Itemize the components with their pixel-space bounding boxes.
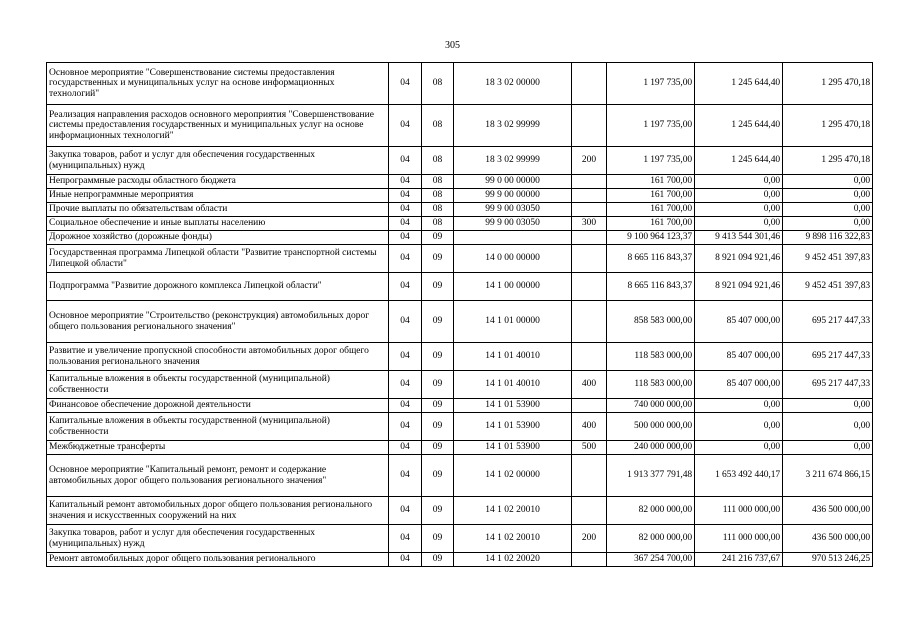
cell-subsection: 09 bbox=[422, 301, 454, 343]
table-row bbox=[47, 343, 873, 371]
cell-target-article: 14 0 00 00000 bbox=[454, 245, 572, 273]
cell-amount-year-3: 695 217 447,33 bbox=[783, 343, 873, 371]
cell-name: Закупка товаров, работ и услуг для обеспечения государственных (муниципальных) нужд bbox=[47, 525, 389, 553]
cell-target-article: 14 1 01 40010 bbox=[454, 343, 572, 371]
cell-amount-year-3: 1 295 470,18 bbox=[783, 63, 873, 105]
cell-section: 04 bbox=[389, 217, 422, 231]
cell-amount-year-1: 118 583 000,00 bbox=[607, 371, 695, 399]
cell-amount-year-1: 8 665 116 843,37 bbox=[607, 245, 695, 273]
cell-name: Межбюджетные трансферты bbox=[47, 441, 389, 455]
cell-name: Реализация направления расходов основного мероприятия "Совершенствование системы предоставления государственных и муниципальных услуг на основе информационных технологий" bbox=[47, 105, 389, 147]
cell-amount-year-1: 82 000 000,00 bbox=[607, 525, 695, 553]
cell-expense-type bbox=[572, 231, 607, 245]
table-row bbox=[47, 175, 873, 189]
cell-expense-type bbox=[572, 301, 607, 343]
cell-expense-type bbox=[572, 343, 607, 371]
cell-name: Прочие выплаты по обязательствам области bbox=[47, 203, 389, 217]
cell-subsection: 09 bbox=[422, 273, 454, 301]
cell-amount-year-1: 118 583 000,00 bbox=[607, 343, 695, 371]
cell-amount-year-2: 0,00 bbox=[695, 175, 783, 189]
cell-amount-year-2: 8 921 094 921,46 bbox=[695, 245, 783, 273]
cell-amount-year-2: 1 245 644,40 bbox=[695, 105, 783, 147]
cell-amount-year-2: 241 216 737,67 bbox=[695, 553, 783, 567]
cell-name: Закупка товаров, работ и услуг для обеспечения государственных (муниципальных) нужд bbox=[47, 147, 389, 175]
cell-subsection: 09 bbox=[422, 441, 454, 455]
cell-section: 04 bbox=[389, 189, 422, 203]
cell-subsection: 08 bbox=[422, 217, 454, 231]
cell-expense-type bbox=[572, 189, 607, 203]
cell-target-article: 14 1 01 53900 bbox=[454, 399, 572, 413]
cell-amount-year-1: 1 197 735,00 bbox=[607, 105, 695, 147]
cell-amount-year-2: 0,00 bbox=[695, 217, 783, 231]
cell-subsection: 09 bbox=[422, 553, 454, 567]
cell-expense-type: 300 bbox=[572, 217, 607, 231]
cell-amount-year-2: 0,00 bbox=[695, 203, 783, 217]
cell-name: Подпрограмма "Развитие дорожного комплекса Липецкой области" bbox=[47, 273, 389, 301]
cell-amount-year-3: 0,00 bbox=[783, 413, 873, 441]
cell-amount-year-3: 0,00 bbox=[783, 217, 873, 231]
cell-amount-year-1: 367 254 700,00 bbox=[607, 553, 695, 567]
table-body bbox=[47, 63, 873, 567]
cell-name: Ремонт автомобильных дорог общего пользования регионального bbox=[47, 553, 389, 567]
cell-amount-year-2: 85 407 000,00 bbox=[695, 371, 783, 399]
cell-target-article: 14 1 01 40010 bbox=[454, 371, 572, 399]
cell-amount-year-1: 9 100 964 123,37 bbox=[607, 231, 695, 245]
cell-amount-year-3: 436 500 000,00 bbox=[783, 525, 873, 553]
cell-amount-year-3: 9 452 451 397,83 bbox=[783, 273, 873, 301]
cell-name: Иные непрограммные мероприятия bbox=[47, 189, 389, 203]
cell-name: Развитие и увеличение пропускной способности автомобильных дорог общего пользования регионального значения bbox=[47, 343, 389, 371]
cell-section: 04 bbox=[389, 63, 422, 105]
cell-expense-type bbox=[572, 203, 607, 217]
cell-target-article: 18 3 02 99999 bbox=[454, 105, 572, 147]
cell-amount-year-2: 111 000 000,00 bbox=[695, 525, 783, 553]
cell-expense-type bbox=[572, 105, 607, 147]
cell-amount-year-1: 161 700,00 bbox=[607, 217, 695, 231]
cell-expense-type: 200 bbox=[572, 525, 607, 553]
cell-amount-year-3: 0,00 bbox=[783, 189, 873, 203]
cell-subsection: 09 bbox=[422, 455, 454, 497]
table-row bbox=[47, 273, 873, 301]
cell-section: 04 bbox=[389, 455, 422, 497]
cell-name: Государственная программа Липецкой области "Развитие транспортной системы Липецкой области" bbox=[47, 245, 389, 273]
cell-target-article bbox=[454, 231, 572, 245]
cell-section: 04 bbox=[389, 273, 422, 301]
cell-section: 04 bbox=[389, 231, 422, 245]
cell-amount-year-1: 161 700,00 bbox=[607, 175, 695, 189]
cell-amount-year-1: 858 583 000,00 bbox=[607, 301, 695, 343]
cell-amount-year-1: 240 000 000,00 bbox=[607, 441, 695, 455]
cell-name: Непрограммные расходы областного бюджета bbox=[47, 175, 389, 189]
table-row bbox=[47, 413, 873, 441]
cell-expense-type: 400 bbox=[572, 371, 607, 399]
cell-amount-year-1: 161 700,00 bbox=[607, 189, 695, 203]
cell-expense-type bbox=[572, 399, 607, 413]
cell-section: 04 bbox=[389, 441, 422, 455]
table-row bbox=[47, 301, 873, 343]
cell-amount-year-3: 970 513 246,25 bbox=[783, 553, 873, 567]
budget-table bbox=[46, 62, 873, 567]
cell-section: 04 bbox=[389, 371, 422, 399]
cell-target-article: 14 1 01 53900 bbox=[454, 413, 572, 441]
table-row bbox=[47, 245, 873, 273]
table-row bbox=[47, 371, 873, 399]
cell-amount-year-3: 9 452 451 397,83 bbox=[783, 245, 873, 273]
cell-amount-year-1: 500 000 000,00 bbox=[607, 413, 695, 441]
cell-name: Основное мероприятие "Строительство (реконструкция) автомобильных дорог общего пользования регионального значения" bbox=[47, 301, 389, 343]
cell-expense-type bbox=[572, 455, 607, 497]
table-row bbox=[47, 105, 873, 147]
cell-amount-year-1: 1 913 377 791,48 bbox=[607, 455, 695, 497]
table-row bbox=[47, 217, 873, 231]
cell-amount-year-3: 1 295 470,18 bbox=[783, 147, 873, 175]
cell-amount-year-1: 161 700,00 bbox=[607, 203, 695, 217]
cell-section: 04 bbox=[389, 175, 422, 189]
cell-target-article: 14 1 01 53900 bbox=[454, 441, 572, 455]
cell-expense-type: 500 bbox=[572, 441, 607, 455]
cell-subsection: 08 bbox=[422, 105, 454, 147]
cell-subsection: 09 bbox=[422, 343, 454, 371]
table-row bbox=[47, 455, 873, 497]
cell-section: 04 bbox=[389, 301, 422, 343]
cell-subsection: 09 bbox=[422, 413, 454, 441]
cell-expense-type: 400 bbox=[572, 413, 607, 441]
cell-amount-year-2: 0,00 bbox=[695, 413, 783, 441]
cell-amount-year-1: 1 197 735,00 bbox=[607, 63, 695, 105]
cell-amount-year-3: 436 500 000,00 bbox=[783, 497, 873, 525]
cell-expense-type bbox=[572, 553, 607, 567]
cell-amount-year-3: 3 211 674 866,15 bbox=[783, 455, 873, 497]
cell-section: 04 bbox=[389, 245, 422, 273]
cell-amount-year-3: 695 217 447,33 bbox=[783, 301, 873, 343]
cell-subsection: 09 bbox=[422, 231, 454, 245]
cell-amount-year-3: 0,00 bbox=[783, 441, 873, 455]
cell-target-article: 18 3 02 99999 bbox=[454, 147, 572, 175]
cell-amount-year-3: 0,00 bbox=[783, 175, 873, 189]
page-number: 305 bbox=[445, 40, 460, 51]
cell-amount-year-2: 85 407 000,00 bbox=[695, 301, 783, 343]
table-row bbox=[47, 203, 873, 217]
table-row bbox=[47, 441, 873, 455]
cell-name: Капитальные вложения в объекты государственной (муниципальной) собственности bbox=[47, 371, 389, 399]
cell-name: Основное мероприятие "Совершенствование системы предоставления государственных и муниципальных услуг на основе информационных технологий" bbox=[47, 63, 389, 105]
cell-amount-year-2: 1 653 492 440,17 bbox=[695, 455, 783, 497]
cell-amount-year-3: 0,00 bbox=[783, 203, 873, 217]
cell-target-article: 99 9 00 00000 bbox=[454, 189, 572, 203]
cell-subsection: 08 bbox=[422, 203, 454, 217]
table-row bbox=[47, 147, 873, 175]
cell-expense-type bbox=[572, 175, 607, 189]
cell-amount-year-2: 0,00 bbox=[695, 441, 783, 455]
cell-target-article: 99 9 00 03050 bbox=[454, 217, 572, 231]
cell-target-article: 14 1 02 20020 bbox=[454, 553, 572, 567]
table-row bbox=[47, 553, 873, 567]
table-row bbox=[47, 63, 873, 105]
cell-name: Дорожное хозяйство (дорожные фонды) bbox=[47, 231, 389, 245]
cell-amount-year-2: 85 407 000,00 bbox=[695, 343, 783, 371]
cell-amount-year-2: 111 000 000,00 bbox=[695, 497, 783, 525]
cell-target-article: 14 1 02 20010 bbox=[454, 497, 572, 525]
cell-name: Социальное обеспечение и иные выплаты населению bbox=[47, 217, 389, 231]
cell-target-article: 99 0 00 00000 bbox=[454, 175, 572, 189]
cell-name: Финансовое обеспечение дорожной деятельности bbox=[47, 399, 389, 413]
cell-target-article: 14 1 00 00000 bbox=[454, 273, 572, 301]
table-row bbox=[47, 525, 873, 553]
cell-amount-year-1: 1 197 735,00 bbox=[607, 147, 695, 175]
cell-subsection: 09 bbox=[422, 371, 454, 399]
cell-target-article: 14 1 01 00000 bbox=[454, 301, 572, 343]
table-row bbox=[47, 399, 873, 413]
cell-section: 04 bbox=[389, 497, 422, 525]
cell-section: 04 bbox=[389, 343, 422, 371]
cell-amount-year-2: 1 245 644,40 bbox=[695, 63, 783, 105]
cell-amount-year-1: 82 000 000,00 bbox=[607, 497, 695, 525]
cell-subsection: 09 bbox=[422, 525, 454, 553]
cell-amount-year-2: 0,00 bbox=[695, 399, 783, 413]
cell-amount-year-2: 0,00 bbox=[695, 189, 783, 203]
cell-expense-type bbox=[572, 245, 607, 273]
cell-subsection: 09 bbox=[422, 399, 454, 413]
cell-subsection: 09 bbox=[422, 245, 454, 273]
cell-expense-type: 200 bbox=[572, 147, 607, 175]
cell-name: Капитальные вложения в объекты государственной (муниципальной) собственности bbox=[47, 413, 389, 441]
cell-subsection: 09 bbox=[422, 497, 454, 525]
cell-subsection: 08 bbox=[422, 189, 454, 203]
cell-amount-year-3: 1 295 470,18 bbox=[783, 105, 873, 147]
cell-name: Основное мероприятие "Капитальный ремонт, ремонт и содержание автомобильных дорог общего пользования регионального значения" bbox=[47, 455, 389, 497]
cell-subsection: 08 bbox=[422, 63, 454, 105]
cell-section: 04 bbox=[389, 553, 422, 567]
cell-section: 04 bbox=[389, 413, 422, 441]
cell-target-article: 99 9 00 03050 bbox=[454, 203, 572, 217]
cell-amount-year-2: 9 413 544 301,46 bbox=[695, 231, 783, 245]
cell-amount-year-1: 8 665 116 843,37 bbox=[607, 273, 695, 301]
cell-target-article: 18 3 02 00000 bbox=[454, 63, 572, 105]
cell-expense-type bbox=[572, 63, 607, 105]
cell-amount-year-3: 0,00 bbox=[783, 399, 873, 413]
cell-target-article: 14 1 02 20010 bbox=[454, 525, 572, 553]
cell-amount-year-1: 740 000 000,00 bbox=[607, 399, 695, 413]
cell-target-article: 14 1 02 00000 bbox=[454, 455, 572, 497]
cell-expense-type bbox=[572, 497, 607, 525]
cell-amount-year-3: 9 898 116 322,83 bbox=[783, 231, 873, 245]
cell-section: 04 bbox=[389, 203, 422, 217]
table-row bbox=[47, 231, 873, 245]
cell-expense-type bbox=[572, 273, 607, 301]
cell-name: Капитальный ремонт автомобильных дорог общего пользования регионального значения и искусственных сооружений на них bbox=[47, 497, 389, 525]
cell-section: 04 bbox=[389, 399, 422, 413]
cell-section: 04 bbox=[389, 147, 422, 175]
cell-section: 04 bbox=[389, 525, 422, 553]
cell-subsection: 08 bbox=[422, 175, 454, 189]
cell-subsection: 08 bbox=[422, 147, 454, 175]
cell-amount-year-2: 1 245 644,40 bbox=[695, 147, 783, 175]
cell-amount-year-3: 695 217 447,33 bbox=[783, 371, 873, 399]
table-row bbox=[47, 497, 873, 525]
table-row bbox=[47, 189, 873, 203]
cell-amount-year-2: 8 921 094 921,46 bbox=[695, 273, 783, 301]
cell-section: 04 bbox=[389, 105, 422, 147]
